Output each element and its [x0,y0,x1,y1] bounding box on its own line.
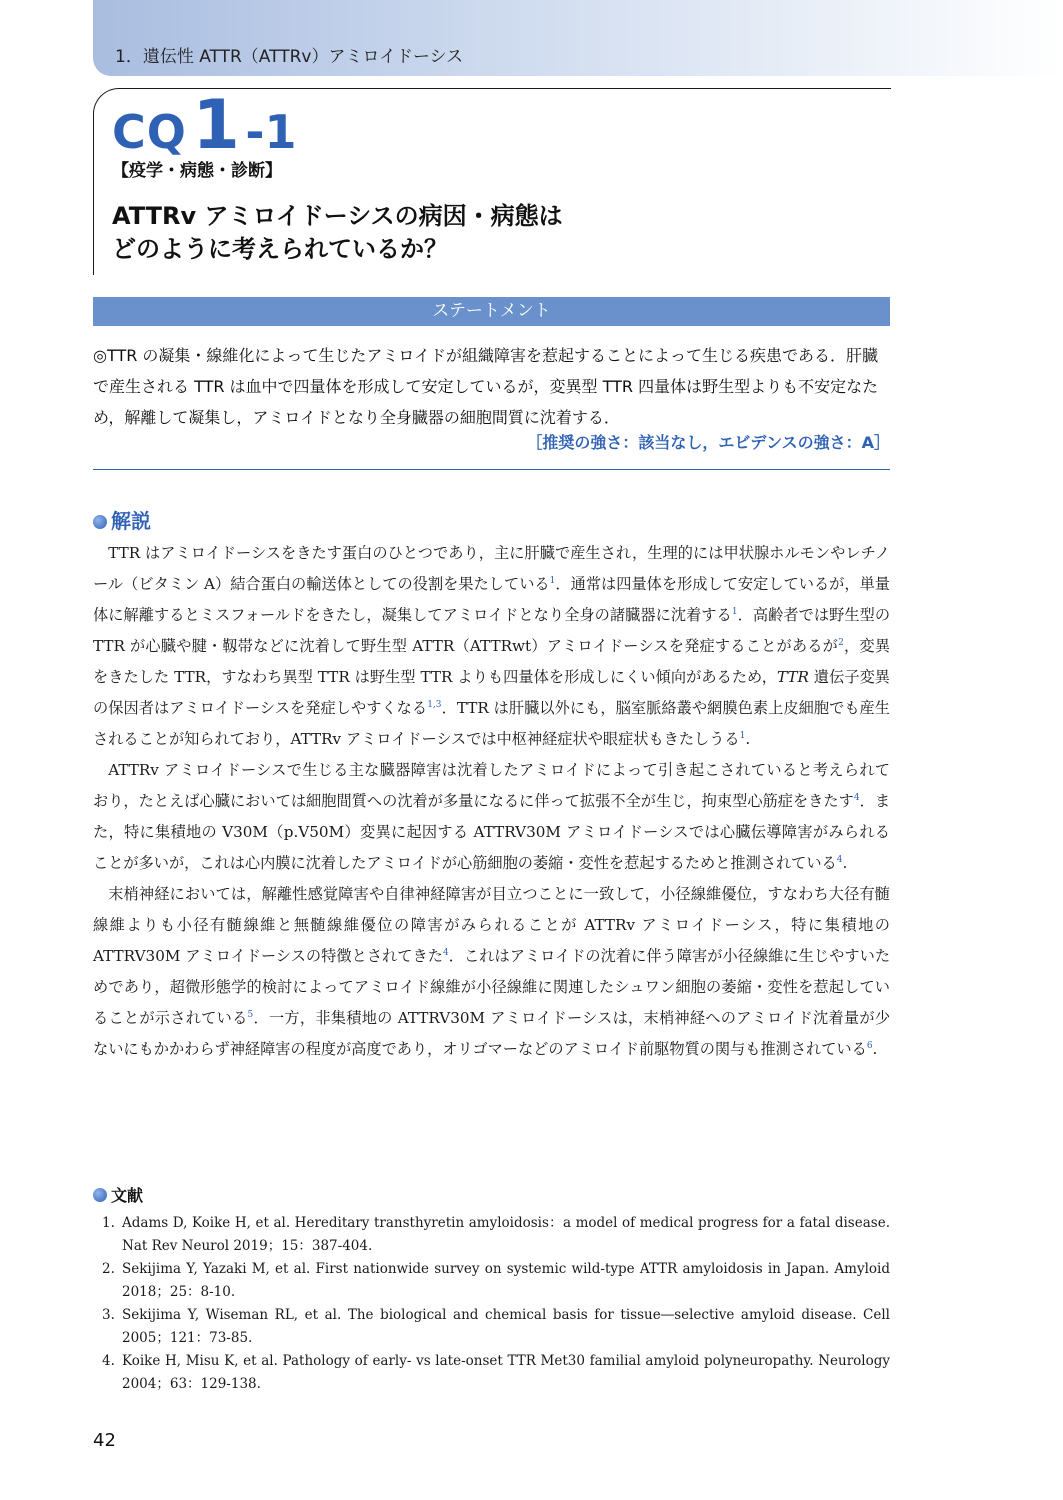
gene-name-italic: TTR [776,668,809,686]
commentary-paragraph [93,755,890,879]
references-heading-label: 文献 [111,1186,144,1205]
statement-title: ステートメント [93,297,890,326]
statement-body: ◎TTR の凝集・線維化によって生じたアミロイドが組織障害を惹起することによって生じる疾患である．肝臓で産生される TTR は血中で四量体を形成して安定しているが，変異型 TTR 四量体は野生型よりも不安定なため，解離して凝集し，アミロイドとなり全身臓器の細胞間質に沈着する． [93,346,879,427]
text-span: ．TTR は肝臓以外にも，脳室脈絡叢や網膜色素上皮細胞でも産生されることが知られており，ATTRv アミロイドーシスでは中枢神経症状や眼症状もきたしうる [93,699,890,748]
citation-ref[interactable]: 4 [836,854,843,865]
recommendation-strength: ［推奨の強さ：該当なし，エビデンスの強さ：A］ [526,433,890,452]
citation-ref[interactable]: 6 [866,1040,873,1051]
reference-number: 3. [102,1307,115,1323]
reference-item [93,1212,890,1258]
text-span: ATTRv アミロイドーシスで生じる主な臓器障害は沈着したアミロイドによって引き起こされていると考えられており，たとえば心臓においては細胞間質への沈着が多量になるに伴って拡張不全が生じ，拘束型心筋症をきたす [93,761,890,810]
bullet-icon [93,1188,107,1202]
header-band [93,0,1063,76]
cq-question-line-2: どのように考えられているか？ [112,235,448,263]
text-span: TTR はアミロイドーシスをきたす蛋白のひとつであり，主に肝臓で産生され，生理的には甲状腺ホルモンやレチノール（ビタミン A）結合蛋白の輸送体としての役割を果たしている [93,544,890,593]
text-span: ．また，特に集積地の V30M（p.V50M）変異に起因する ATTRV30M アミロイドーシスでは心臓伝導障害がみられることが多いが，これは心内膜に沈着したアミロイドが心筋細胞の萎縮・変性を惹起するためと推測されている [93,792,891,872]
citation-ref[interactable]: 1 [549,575,556,586]
text-span: . [842,854,848,872]
commentary-paragraph [93,538,890,755]
bullet-icon [93,515,107,529]
cq-category: 【疫学・病態・診断】 [112,161,282,181]
text-span: ．高齢者では野生型の TTR が心臓や腱・靱帯などに沈着して野生型 ATTR（ATTRwt）アミロイドーシスを発症することがあるが [93,606,891,655]
commentary-heading [93,505,151,534]
citation-ref[interactable]: 4 [853,792,860,803]
text-span: . [745,730,751,748]
citation-ref[interactable]: 1,3 [427,699,442,710]
citation-ref[interactable]: 1 [731,606,738,617]
cq-number: 1 [192,86,240,165]
text-span: . [872,1040,878,1058]
text-span: 遺伝子変異の保因者はアミロイドーシスを発症しやすくなる [93,668,890,717]
cq-question [112,200,872,266]
references-heading [93,1183,143,1206]
reference-number: 4. [102,1353,115,1369]
text-span: ．一方，非集積地の ATTRV30M アミロイドーシスは，末梢神経へのアミロイド沈着量が少ないにもかかわらず神経障害の程度が高度であり，オリゴマーなどのアミロイド前駆物質の関与も推測されている [93,1009,891,1058]
reference-text: Sekijima Y, Wiseman RL, et al. The biological and chemical basis for tissue―selective amyloid disease. Cell 2005；121：73-85. [122,1307,890,1346]
commentary-heading-label: 解説 [111,509,151,533]
commentary-paragraph [93,879,890,1065]
page-number: 42 [93,1430,116,1451]
reference-item [93,1304,890,1350]
text-span: 末梢神経においては，解離性感覚障害や自律神経障害が目立つことに一致して，小径線維優位，すなわち大径有髄線維よりも小径有髄線維と無髄線維優位の障害がみられることが ATTRv アミロイドーシス，特に集積地の ATTRV30M アミロイドーシスの特徴とされてきた [93,885,890,965]
references-list [93,1212,890,1396]
reference-text: Adams D, Koike H, et al. Hereditary transthyretin amyloidosis：a model of medical progress for a fatal disease. Nat Rev Neurol 2019；15：387-404. [122,1215,890,1254]
reference-text: Sekijima Y, Yazaki M, et al. First nationwide survey on systemic wild-type ATTR amyloidosis in Japan. Amyloid 2018；25：8-10. [122,1261,890,1300]
cq-mark [112,86,297,165]
text-span: ．これはアミロイドの沈着に伴う障害が小径線維に生じやすいためであり，超微形態学的検討によってアミロイド線維が小径線維に関連したシュワン細胞の萎縮・変性を惹起していることが示されている [93,947,891,1027]
cq-sub-number: -1 [245,105,297,159]
reference-text: Koike H, Misu K, et al. Pathology of early- vs late-onset TTR Met30 familial amyloid polyneuropathy. Neurology 2004；63：129-138. [122,1353,890,1392]
reference-item [93,1350,890,1396]
cq-question-line-1: ATTRv アミロイドーシスの病因・病態は [112,202,563,230]
citation-ref[interactable]: 1 [739,730,746,741]
text-span: ，変異をきたした TTR，すなわち異型 TTR は野生型 TTR よりも四量体を形成しにくい傾向があるため， [93,637,891,686]
statement-divider [93,469,890,470]
citation-ref[interactable]: 4 [443,947,449,958]
reference-item [93,1258,890,1304]
citation-ref[interactable]: 2 [838,637,844,648]
reference-number: 1. [102,1215,115,1231]
section-label: 1．遺伝性 ATTR（ATTRv）アミロイドーシス [115,47,464,67]
text-span: ．通常は四量体を形成して安定しているが，単量体に解離するとミスフォールドをきたし，凝集してアミロイドとなり全身の諸臓器に沈着する [93,575,890,624]
citation-ref[interactable]: 5 [247,1009,254,1020]
commentary-body [93,538,890,1065]
cq-prefix: CQ [112,105,187,159]
reference-number: 2. [102,1261,115,1277]
